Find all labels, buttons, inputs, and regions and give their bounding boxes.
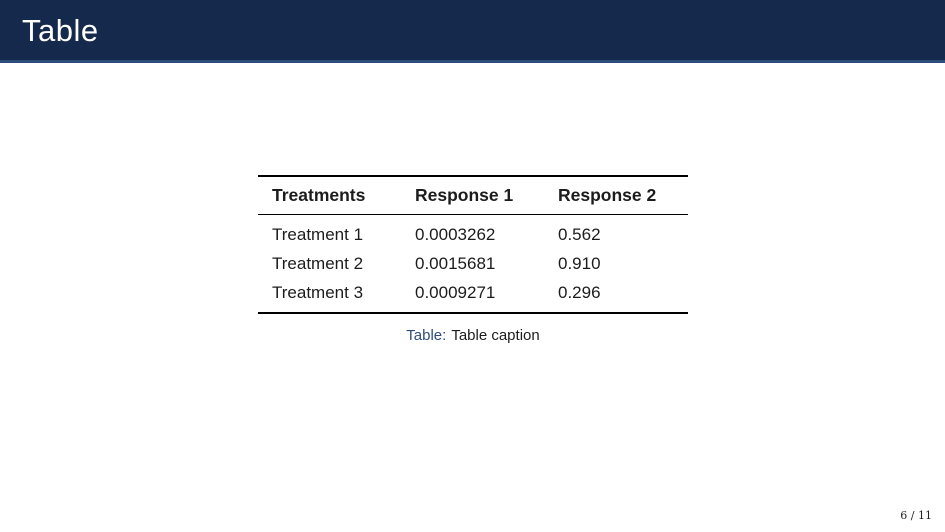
column-header-response-1: Response 1 bbox=[401, 176, 544, 215]
cell-response-2: 0.910 bbox=[558, 254, 601, 273]
table-body bbox=[258, 215, 688, 314]
cell-response-2: 0.562 bbox=[558, 225, 601, 244]
table-row bbox=[258, 215, 688, 250]
cell-response-2: 0.296 bbox=[558, 283, 601, 302]
table-header-row bbox=[258, 176, 688, 215]
table-header bbox=[258, 176, 688, 215]
column-header-treatments: Treatments bbox=[258, 176, 401, 215]
frametitle-bar bbox=[0, 0, 945, 63]
column-header-response-2: Response 2 bbox=[544, 176, 688, 215]
table-caption-text: Table caption bbox=[451, 327, 540, 344]
table-row bbox=[258, 278, 688, 313]
data-table bbox=[258, 175, 688, 314]
table-caption-label: Table: bbox=[406, 327, 447, 344]
frame-title: Table bbox=[22, 13, 99, 48]
cell-response-1: 0.0015681 bbox=[415, 254, 496, 273]
data-table-container bbox=[258, 175, 688, 314]
table-caption bbox=[258, 327, 688, 345]
table-row bbox=[258, 249, 688, 278]
cell-treatment-name: Treatment 3 bbox=[272, 283, 364, 302]
cell-treatment-name: Treatment 2 bbox=[272, 254, 364, 273]
page-number: 6 / 11 bbox=[900, 509, 932, 522]
cell-treatment-name: Treatment 1 bbox=[272, 225, 364, 244]
cell-response-1: 0.0009271 bbox=[415, 283, 496, 302]
cell-response-1: 0.0003262 bbox=[415, 225, 496, 244]
